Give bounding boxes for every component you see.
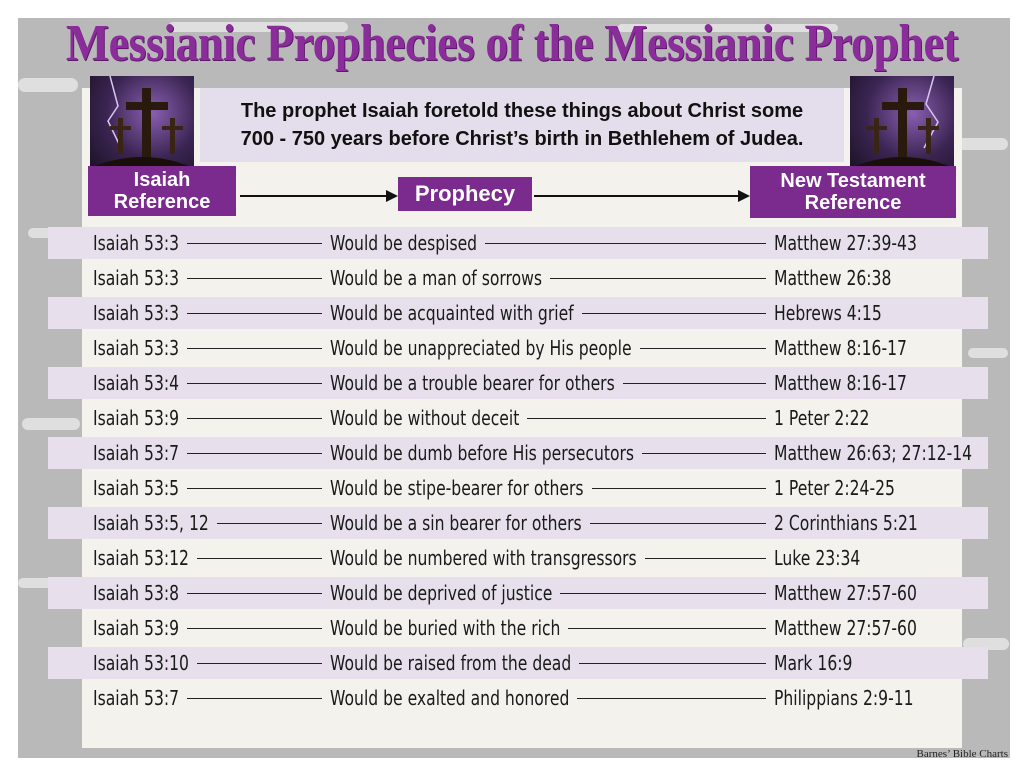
table-row	[48, 507, 988, 539]
prophecy-text: Would be buried with the rich	[330, 616, 561, 640]
prophecy-text: Would be a man of sorrows	[330, 266, 543, 290]
leader-line	[642, 453, 766, 454]
leader-line	[645, 558, 766, 559]
leader-line	[527, 418, 766, 419]
table-row	[48, 542, 988, 574]
nt-reference: 1 Peter 2:22	[774, 406, 870, 430]
table-row	[48, 647, 988, 679]
leader-line	[197, 663, 322, 664]
leader-line	[197, 558, 322, 559]
leader-line	[560, 593, 766, 594]
cross-icon	[90, 76, 194, 168]
leader-line	[577, 698, 766, 699]
prophecy-text: Would be acquainted with grief	[330, 301, 574, 325]
leader-line	[187, 453, 322, 454]
intro-line-2: 700 - 750 years before Christ’s birth in Bethlehem of Judea.	[240, 128, 804, 150]
prophecy-text: Would be without deceit	[330, 406, 520, 430]
table-row	[48, 402, 988, 434]
isaiah-reference-header	[88, 166, 236, 216]
intro-box	[200, 88, 844, 162]
header-arrow-2	[534, 195, 740, 197]
nt-reference-header	[750, 166, 956, 218]
nt-reference: Matthew 27:57-60	[774, 581, 917, 605]
isaiah-reference: Isaiah 53:9	[93, 406, 180, 430]
nt-reference: 2 Corinthians 5:21	[774, 511, 918, 535]
table-row	[48, 262, 988, 294]
nt-header-line-2: Reference	[804, 192, 902, 214]
leader-line	[217, 523, 322, 524]
header-arrow-1	[240, 195, 390, 197]
table-row	[48, 297, 988, 329]
left-cross-image	[90, 76, 194, 168]
leader-line	[550, 278, 766, 279]
prophecy-text: Would be a sin bearer for others	[330, 511, 582, 535]
table-row	[48, 577, 988, 609]
isaiah-reference: Isaiah 53:10	[93, 651, 189, 675]
prophecy-text: Would be unappreciated by His people	[330, 336, 632, 360]
isaiah-reference: Isaiah 53:3	[93, 301, 180, 325]
prophecy-text: Would be stipe-bearer for others	[330, 476, 584, 500]
leader-line	[623, 383, 766, 384]
nt-reference: Matthew 8:16-17	[774, 336, 907, 360]
leader-line	[187, 383, 322, 384]
prophecy-header	[398, 177, 532, 211]
right-cross-image	[850, 76, 954, 168]
nt-reference: Mark 16:9	[774, 651, 853, 675]
nt-reference: Matthew 27:57-60	[774, 616, 917, 640]
nt-reference: 1 Peter 2:24-25	[774, 476, 895, 500]
leader-line	[187, 278, 322, 279]
credit-text: Barnes’ Bible Charts	[916, 748, 1008, 760]
isaiah-reference: Isaiah 53:3	[93, 336, 180, 360]
leader-line	[187, 593, 322, 594]
nt-reference: Philippians 2:9-11	[774, 686, 914, 710]
prophecy-text: Would be numbered with transgressors	[330, 546, 637, 570]
prophecy-text: Would be dumb before His persecutors	[330, 441, 635, 465]
isaiah-header-line-1: Isaiah	[133, 169, 191, 191]
nt-reference: Matthew 27:39-43	[774, 231, 917, 255]
table-row	[48, 227, 988, 259]
prophecy-text: Would be deprived of justice	[330, 581, 553, 605]
leader-line	[568, 628, 766, 629]
table-row	[48, 612, 988, 644]
nt-reference: Matthew 26:38	[774, 266, 892, 290]
nt-reference: Luke 23:34	[774, 546, 861, 570]
page-title: Messianic Prophecies of the Messianic Prophet	[65, 15, 959, 72]
prophecy-text: Would be raised from the dead	[330, 651, 572, 675]
leader-line	[187, 488, 322, 489]
cross-icon	[850, 76, 954, 168]
isaiah-reference: Isaiah 53:12	[93, 546, 189, 570]
leader-line	[187, 628, 322, 629]
nt-reference: Matthew 26:63; 27:12-14	[774, 441, 973, 465]
isaiah-reference: Isaiah 53:7	[93, 441, 180, 465]
leader-line	[485, 243, 766, 244]
leader-line	[187, 243, 322, 244]
table-row	[48, 682, 988, 714]
isaiah-reference: Isaiah 53:3	[93, 231, 180, 255]
nt-reference: Hebrews 4:15	[774, 301, 882, 325]
isaiah-reference: Isaiah 53:4	[93, 371, 180, 395]
prophecy-text: Would be a trouble bearer for others	[330, 371, 615, 395]
leader-line	[592, 488, 767, 489]
arrow-head-icon	[386, 190, 398, 202]
arrow-head-icon	[738, 190, 750, 202]
isaiah-reference: Isaiah 53:8	[93, 581, 180, 605]
intro-line-1: The prophet Isaiah foretold these things about Christ some	[240, 100, 804, 122]
isaiah-reference: Isaiah 53:5	[93, 476, 180, 500]
table-row	[48, 437, 988, 469]
isaiah-reference: Isaiah 53:3	[93, 266, 180, 290]
leader-line	[582, 313, 766, 314]
leader-line	[187, 313, 322, 314]
prophecy-header-label: Prophecy	[414, 181, 516, 206]
nt-header-line-1: New Testament	[780, 170, 926, 192]
prophecy-text: Would be despised	[330, 231, 478, 255]
leader-line	[187, 698, 322, 699]
leader-line	[640, 348, 766, 349]
isaiah-reference: Isaiah 53:7	[93, 686, 180, 710]
isaiah-header-line-2: Reference	[113, 191, 211, 213]
leader-line	[590, 523, 766, 524]
table-row	[48, 332, 988, 364]
nt-reference: Matthew 8:16-17	[774, 371, 907, 395]
leader-line	[187, 418, 322, 419]
isaiah-reference: Isaiah 53:9	[93, 616, 180, 640]
prophecy-text: Would be exalted and honored	[330, 686, 570, 710]
table-row	[48, 367, 988, 399]
leader-line	[187, 348, 322, 349]
leader-line	[579, 663, 766, 664]
isaiah-reference: Isaiah 53:5, 12	[93, 511, 209, 535]
table-row	[48, 472, 988, 504]
